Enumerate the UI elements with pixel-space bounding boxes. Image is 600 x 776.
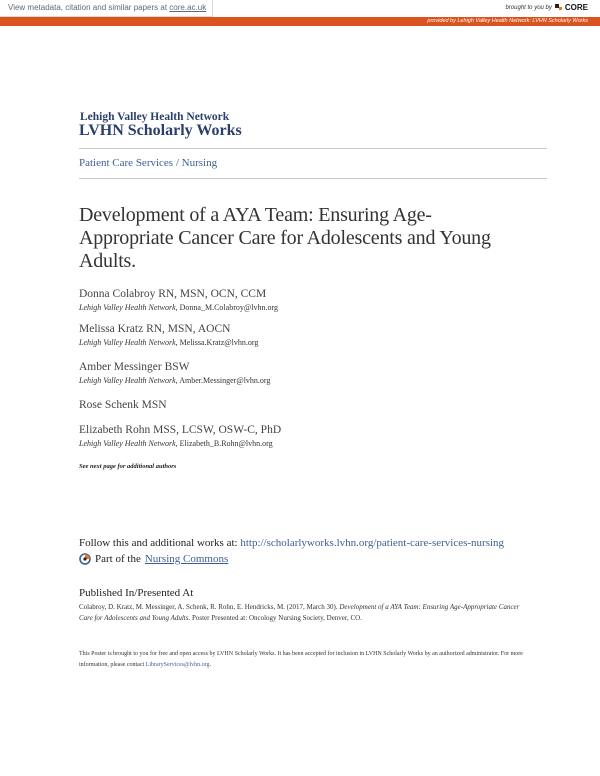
citation-venue: Poster Presented at: Oncology Nursing Society, Denver, CO. xyxy=(190,614,362,622)
commons-network-icon xyxy=(79,553,91,565)
access-notice xyxy=(79,649,524,670)
published-heading: Published In/Presented At xyxy=(79,587,194,599)
affiliation-name: Lehigh Valley Health Network xyxy=(79,376,176,385)
contact-email-link[interactable]: LibraryServices@lvhn.org xyxy=(145,661,210,668)
core-link-prefix: View metadata, citation and similar papers at xyxy=(8,3,170,12)
author-block xyxy=(79,399,167,411)
notice-end: . xyxy=(209,661,212,668)
author-name: Donna Colabroy RN, MSN, OCN, CCM xyxy=(79,288,267,300)
citation-title: Development of a AYA Team: Ensuring Age-Appropriate Cancer Care for Adolescents and Young Adults. xyxy=(79,603,520,622)
divider-bottom xyxy=(79,178,547,179)
provided-by-text: provided by Lehigh Valley Health Network: LVHN Scholarly Works xyxy=(427,18,588,24)
follow-line xyxy=(79,537,504,549)
part-of-line xyxy=(79,553,228,565)
affiliation-name: Lehigh Valley Health Network xyxy=(79,439,176,448)
collection-url-link[interactable]: http://scholarlyworks.lvhn.org/patient-care-services-nursing xyxy=(240,537,505,549)
provided-by-bar xyxy=(0,17,600,26)
author-block xyxy=(79,424,281,448)
core-logo-icon xyxy=(555,4,562,11)
author-name: Amber Messinger BSW xyxy=(79,361,190,373)
more-authors-note: See next page for additional authors xyxy=(79,463,177,470)
author-block xyxy=(79,288,278,312)
page-title: Development of a AYA Team: Ensuring Age-Appropriate Cancer Care for Adolescents and Young Adults. xyxy=(79,204,491,272)
affiliation-name: Lehigh Valley Health Network xyxy=(79,303,176,312)
part-of-prefix: Part of the xyxy=(95,553,141,565)
core-metadata-link[interactable] xyxy=(0,0,213,17)
repository-name[interactable]: LVHN Scholarly Works xyxy=(79,122,242,139)
citation xyxy=(79,602,529,624)
author-affiliation: Lehigh Valley Health Network, Donna_M.Colabroy@lvhn.org xyxy=(79,303,278,312)
author-name: Melissa Kratz RN, MSN, AOCN xyxy=(79,323,231,335)
organization-name: Lehigh Valley Health Network xyxy=(80,111,230,123)
core-brand[interactable] xyxy=(506,3,589,12)
core-ac-uk-link[interactable]: core.ac.uk xyxy=(169,3,207,12)
affiliation-name: Lehigh Valley Health Network xyxy=(79,338,176,347)
author-block xyxy=(79,361,270,385)
author-affiliation: Lehigh Valley Health Network, Elizabeth_B.Rohn@lvhn.org xyxy=(79,439,273,448)
author-email[interactable]: Amber.Messinger@lvhn.org xyxy=(179,376,271,385)
notice-text: This Poster is brought to you for free and open access by LVHN Scholarly Works. It has been accepted for inclusion in LVHN Scholarly Works by an authorized administrator. For more information, please contact xyxy=(79,651,523,668)
divider-top xyxy=(79,148,547,149)
nursing-commons-link[interactable]: Nursing Commons xyxy=(144,553,229,565)
author-affiliation: Lehigh Valley Health Network, Melissa.Kratz@lvhn.org xyxy=(79,338,259,347)
author-block xyxy=(79,323,258,347)
follow-prefix: Follow this and additional works at: xyxy=(79,537,241,549)
author-name: Rose Schenk MSN xyxy=(79,399,167,411)
core-banner xyxy=(0,0,600,26)
author-name: Elizabeth Rohn MSS, LCSW, OSW-C, PhD xyxy=(79,424,282,436)
author-email[interactable]: Elizabeth_B.Rohn@lvhn.org xyxy=(179,439,273,448)
brought-to-you-text: brought to you by xyxy=(505,4,552,11)
author-email[interactable]: Melissa.Kratz@lvhn.org xyxy=(179,338,259,347)
breadcrumb[interactable]: Patient Care Services / Nursing xyxy=(79,157,218,169)
author-email[interactable]: Donna_M.Colabroy@lvhn.org xyxy=(179,303,278,312)
core-logo: CORE xyxy=(564,3,588,12)
citation-authors: Colabroy, D. Kratz, M. Messinger, A. Schenk, R. Rohn, E. Hendricks, M. (2017, March 30). xyxy=(79,603,340,611)
author-affiliation: Lehigh Valley Health Network, Amber.Messinger@lvhn.org xyxy=(79,376,271,385)
